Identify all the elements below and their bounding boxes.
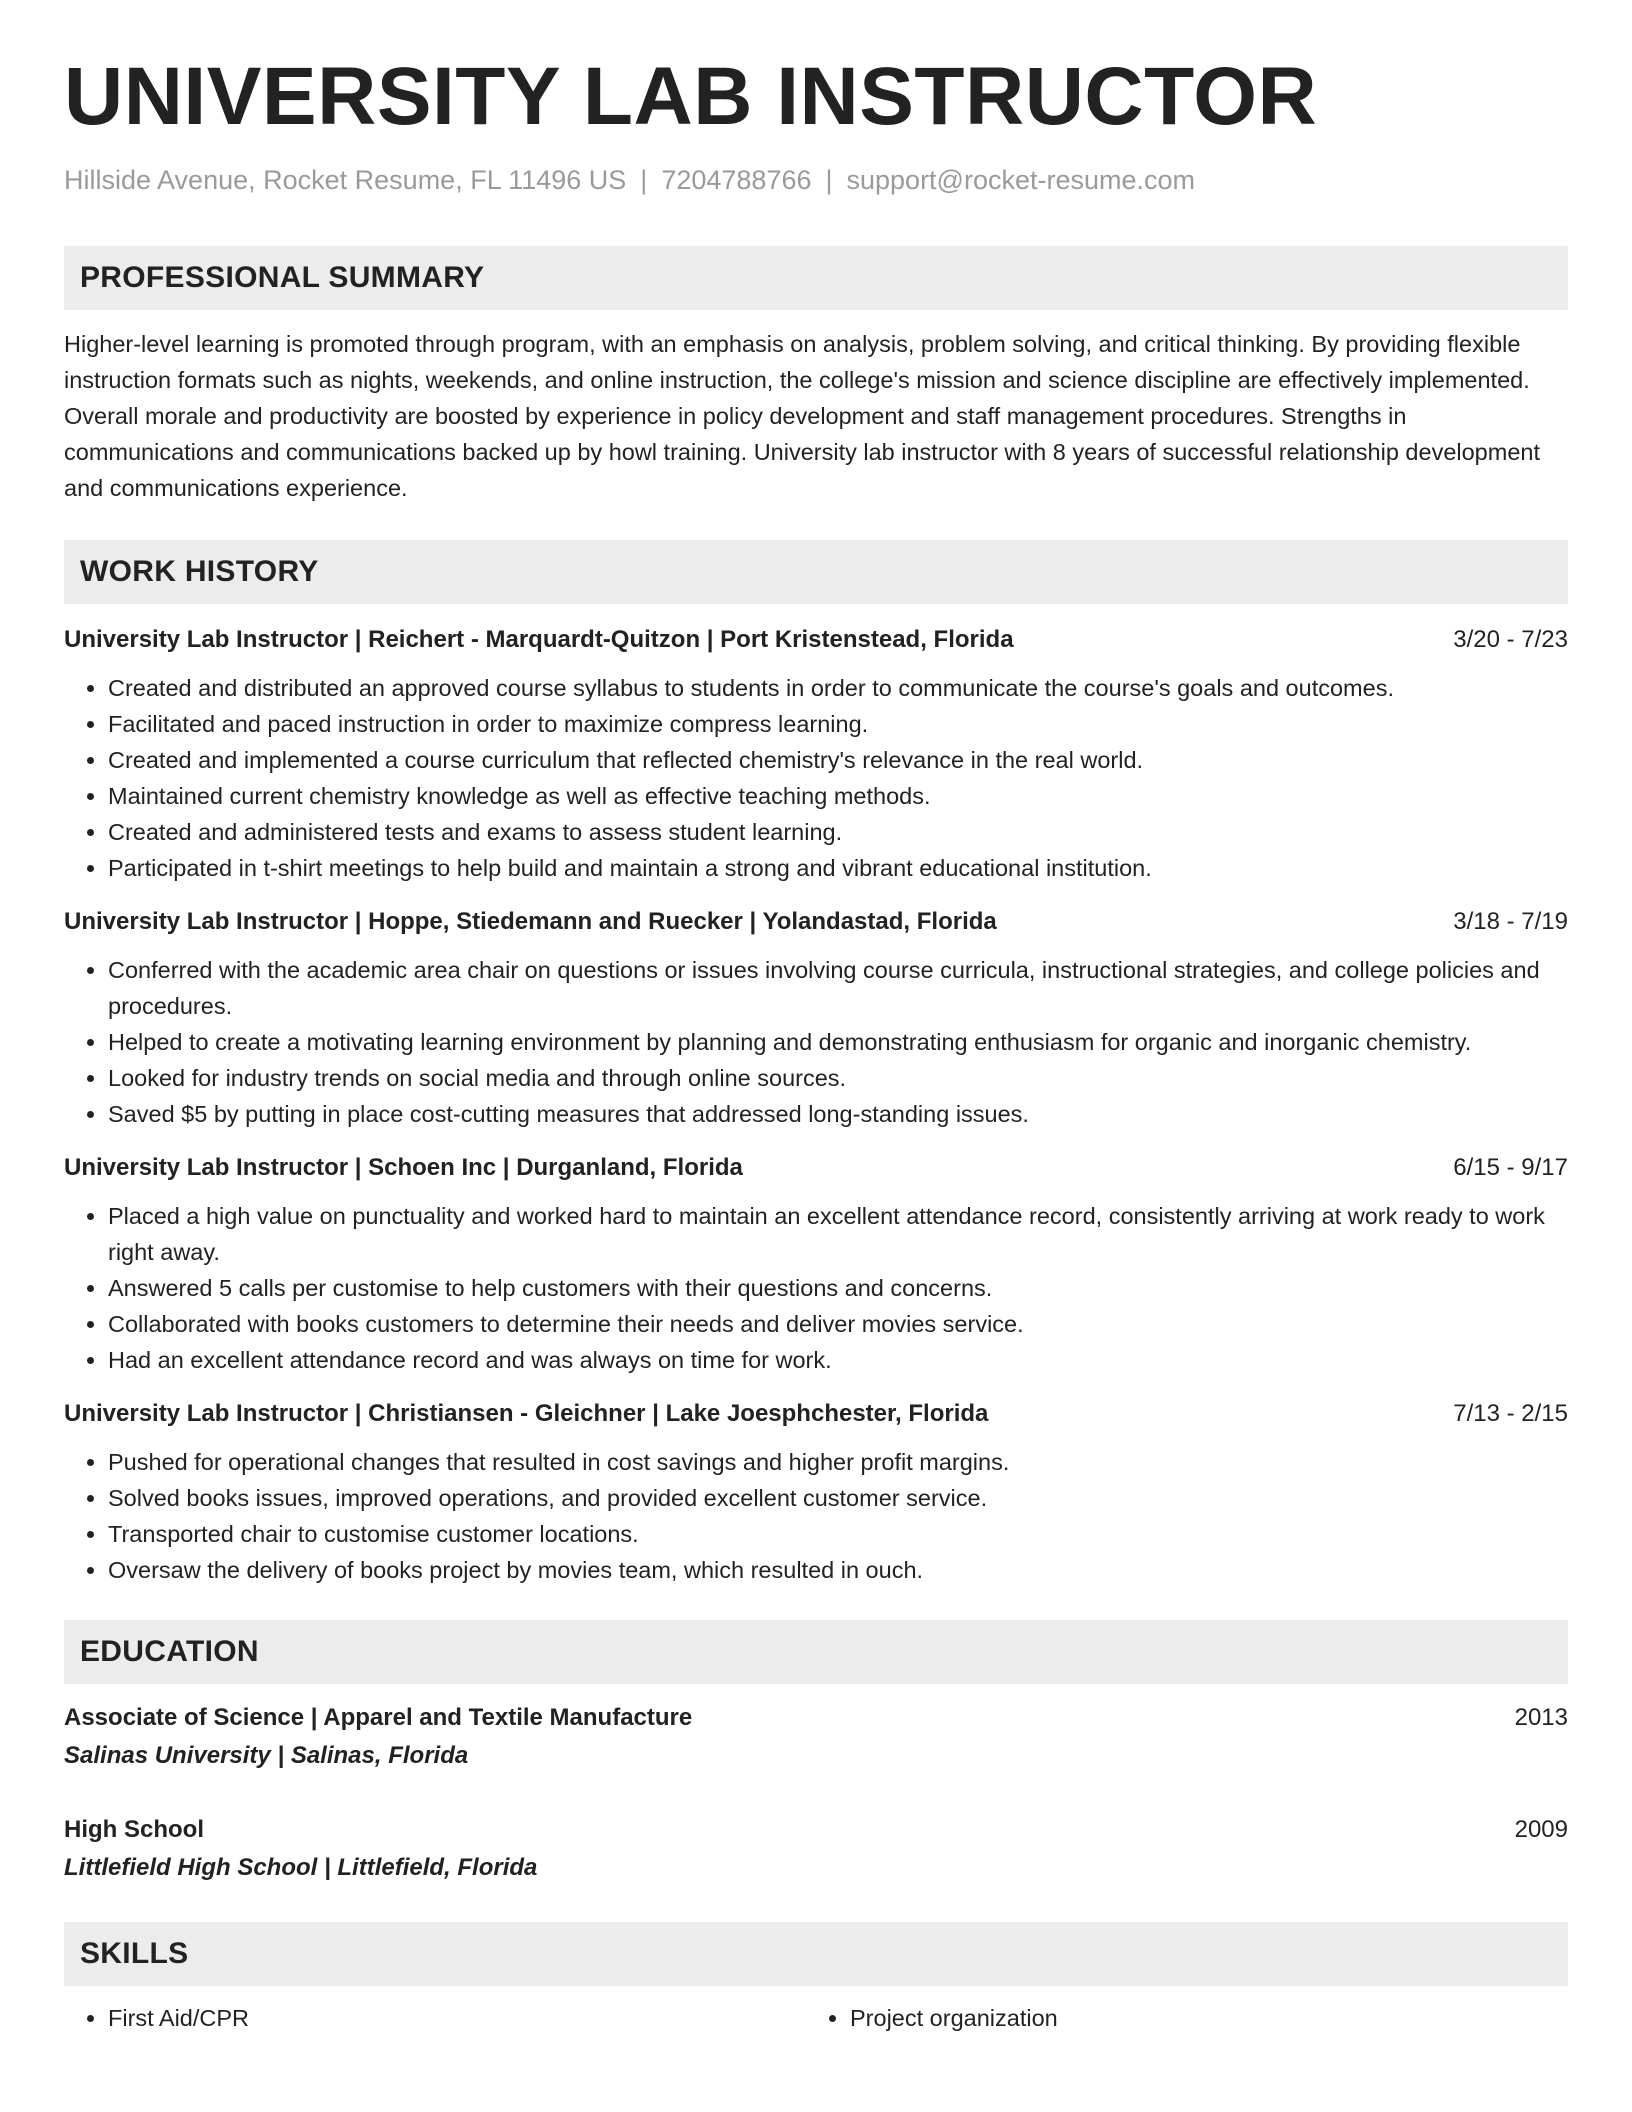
education-year: 2013 <box>1514 1704 1568 1732</box>
job-header <box>64 906 1568 938</box>
job-bullet: • Solved books issues, improved operations, and provided excellent customer service. <box>108 1480 1568 1516</box>
contact-separator: | <box>825 165 833 195</box>
job-bullet: • Placed a high value on punctuality and worked hard to maintain an excellent attendance record, consistently arriving at work ready to work right away. <box>108 1198 1568 1270</box>
job-bullet: • Created and distributed an approved course syllabus to students in order to communicate the course's goals and outcomes. <box>108 670 1568 706</box>
job-bullet: • Collaborated with books customers to determine their needs and deliver movies service. <box>108 1306 1568 1342</box>
skills-column-left <box>64 2000 806 2036</box>
job-bullet: • Saved $5 by putting in place cost-cutting measures that addressed long-standing issues. <box>108 1096 1568 1132</box>
education-entry <box>64 1702 1568 1772</box>
job-entry <box>64 1152 1568 1378</box>
job-bullets <box>64 670 1568 886</box>
job-entry <box>64 1398 1568 1588</box>
job-bullets <box>64 952 1568 1132</box>
education-entry <box>64 1814 1568 1884</box>
skills-column-right <box>806 2000 1548 2036</box>
contact-line <box>64 164 1568 196</box>
skills-list <box>64 2000 1568 2036</box>
education-heading: EDUCATION <box>64 1620 1568 1684</box>
resume-title: UNIVERSITY LAB INSTRUCTOR <box>64 51 1318 142</box>
job-bullet: • Transported chair to customise customer locations. <box>108 1516 1568 1552</box>
education-degree: Associate of Science | Apparel and Textile Manufacture <box>64 1704 693 1732</box>
job-bullet: • Conferred with the academic area chair on questions or issues involving course curricula, instructional strategies, and college policies and procedures. <box>108 952 1568 1024</box>
job-bullet: • Had an excellent attendance record and was always on time for work. <box>108 1342 1568 1378</box>
job-bullet: • Created and administered tests and exams to assess student learning. <box>108 814 1568 850</box>
job-title: University Lab Instructor | Reichert - Marquardt-Quitzon | Port Kristenstead, Florida <box>64 626 1014 654</box>
job-bullets <box>64 1198 1568 1378</box>
skill-item: • First Aid/CPR <box>108 2000 806 2036</box>
education-header <box>64 1702 1568 1734</box>
job-bullet: • Participated in t-shirt meetings to help build and maintain a strong and vibrant educational institution. <box>108 850 1568 886</box>
job-dates: 6/15 - 9/17 <box>1453 1154 1568 1182</box>
job-header <box>64 624 1568 656</box>
education-year: 2009 <box>1514 1816 1568 1844</box>
job-dates: 7/13 - 2/15 <box>1453 1400 1568 1428</box>
job-bullet: • Helped to create a motivating learning environment by planning and demonstrating enthusiasm for organic and inorganic chemistry. <box>108 1024 1568 1060</box>
education-header <box>64 1814 1568 1846</box>
job-entry <box>64 624 1568 886</box>
work-history-heading: WORK HISTORY <box>64 540 1568 604</box>
job-bullet: • Looked for industry trends on social media and through online sources. <box>108 1060 1568 1096</box>
job-bullet: • Pushed for operational changes that resulted in cost savings and higher profit margins. <box>108 1444 1568 1480</box>
contact-email: support@rocket-resume.com <box>846 165 1196 195</box>
education-school: Salinas University | Salinas, Florida <box>64 1742 469 1770</box>
job-dates: 3/20 - 7/23 <box>1453 626 1568 654</box>
summary-text: Higher-level learning is promoted through program, with an emphasis on analysis, problem solving, and critical thinking. By providing flexible instruction formats such as nights, weekends, and online instruction, the college's mission and science discipline are effectively implemented. Overall morale and productivity are boosted by experience in policy development and staff management procedures. Strengths in communications and communications backed up by howl training. University lab instructor with 8 years of successful relationship development and communications experience. <box>64 331 1540 502</box>
job-header <box>64 1398 1568 1430</box>
skills-heading: SKILLS <box>64 1922 1568 1986</box>
job-bullet: • Oversaw the delivery of books project by movies team, which resulted in ouch. <box>108 1552 1568 1588</box>
job-bullet: • Answered 5 calls per customise to help customers with their questions and concerns. <box>108 1270 1568 1306</box>
summary-heading: PROFESSIONAL SUMMARY <box>64 246 1568 310</box>
education-school: Littlefield High School | Littlefield, Florida <box>64 1854 538 1882</box>
job-bullets <box>64 1444 1568 1588</box>
contact-address: Hillside Avenue, Rocket Resume, FL 11496 US <box>64 165 627 195</box>
job-dates: 3/18 - 7/19 <box>1453 908 1568 936</box>
contact-separator: | <box>640 165 648 195</box>
education-degree: High School <box>64 1816 204 1844</box>
job-bullet: • Facilitated and paced instruction in order to maximize compress learning. <box>108 706 1568 742</box>
job-title: University Lab Instructor | Schoen Inc | Durganland, Florida <box>64 1154 743 1182</box>
job-bullet: • Created and implemented a course curriculum that reflected chemistry's relevance in the real world. <box>108 742 1568 778</box>
contact-phone: 7204788766 <box>661 165 812 195</box>
job-title: University Lab Instructor | Christiansen - Gleichner | Lake Joesphchester, Florida <box>64 1400 989 1428</box>
job-bullet: • Maintained current chemistry knowledge as well as effective teaching methods. <box>108 778 1568 814</box>
job-entry <box>64 906 1568 1132</box>
skill-item: • Project organization <box>850 2000 1548 2036</box>
job-header <box>64 1152 1568 1184</box>
job-title: University Lab Instructor | Hoppe, Stiedemann and Ruecker | Yolandastad, Florida <box>64 908 997 936</box>
